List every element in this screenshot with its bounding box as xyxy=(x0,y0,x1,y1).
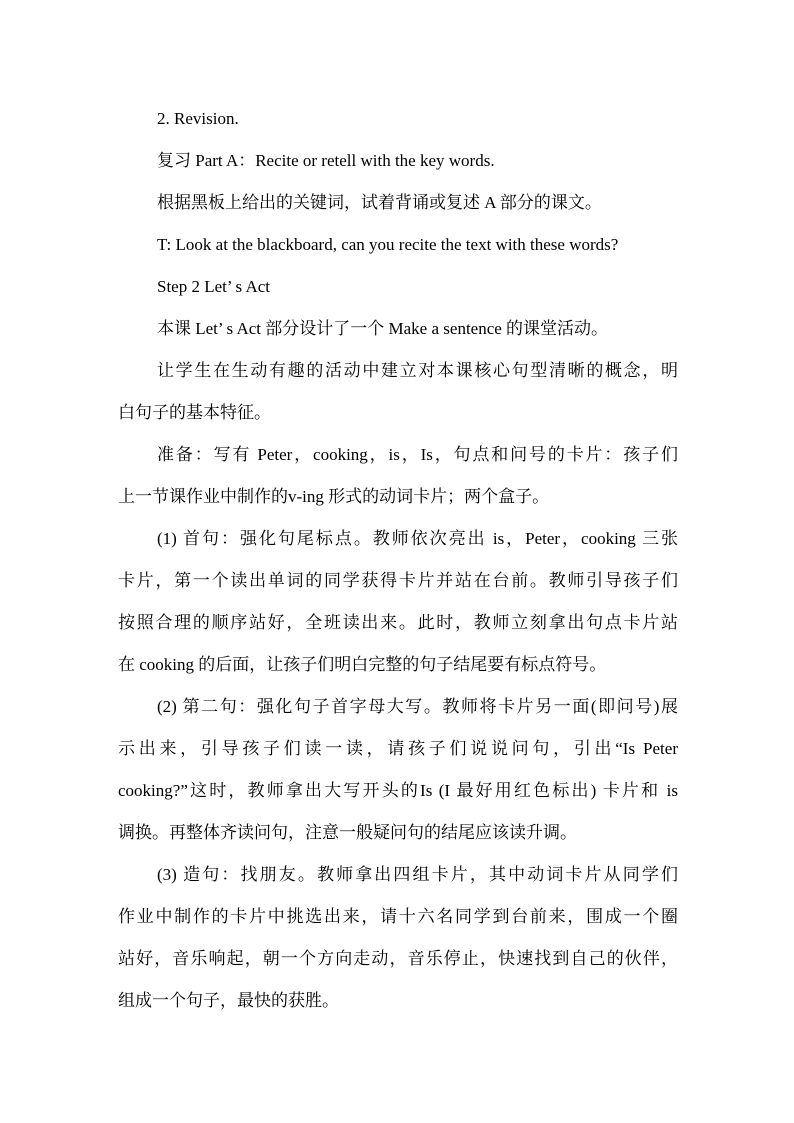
paragraph-line: 准备：写有 Peter，cooking，is，Is，句点和问号的卡片：孩子们 xyxy=(157,445,678,464)
paragraph-line: 作业中制作的卡片中挑选出来，请十六名同学到台前来，围成一个圈 xyxy=(118,907,678,926)
activity-intro: 本课 Let’ s Act 部分设计了一个 Make a sentence 的课堂活动。 xyxy=(157,319,609,338)
paragraph-line: 调换。再整体齐读问句，注意一般疑问句的结尾应该读升调。 xyxy=(118,823,577,842)
paragraph-goal xyxy=(118,350,678,434)
paragraph-line: (1) 首句：强化句尾标点。教师依次亮出 is，Peter，cooking 三张 xyxy=(157,529,678,548)
paragraph-line: 在 cooking 的后面，让孩子们明白完整的句子结尾要有标点符号。 xyxy=(118,655,607,674)
paragraph-line: 上一节课作业中制作的v-ing 形式的动词卡片；两个盒子。 xyxy=(118,487,550,506)
review-instruction: 复习 Part A：Recite or retell with the key words. xyxy=(157,151,495,170)
paragraph-line: cooking?”这时，教师拿出大写开头的Is (I 最好用红色标出) 卡片和 is xyxy=(118,781,678,800)
section-heading-revision: 2. Revision. xyxy=(157,109,239,128)
paragraph-second-sentence xyxy=(118,686,678,854)
paragraph-line: 让学生在生动有趣的活动中建立对本课核心句型清晰的概念，明 xyxy=(157,361,678,380)
paragraph-make-sentence xyxy=(118,854,678,1022)
review-instruction-chinese: 根据黑板上给出的关键词，试着背诵或复述 A 部分的课文。 xyxy=(157,193,602,212)
paragraph-line: 组成一个句子，最快的获胜。 xyxy=(118,991,339,1010)
paragraph-line: (3) 造句：找朋友。教师拿出四组卡片，其中动词卡片从同学们 xyxy=(157,865,678,884)
paragraph-line: 卡片，第一个读出单词的同学获得卡片并站在台前。教师引导孩子们 xyxy=(118,571,678,590)
step-heading: Step 2 Let’ s Act xyxy=(157,277,270,296)
teacher-prompt: T: Look at the blackboard, can you recite the text with these words? xyxy=(157,235,619,254)
paragraph-preparation xyxy=(118,434,678,518)
paragraph-line: 示出来，引导孩子们读一读，请孩子们说说问句，引出“Is Peter xyxy=(118,739,678,758)
paragraph-line: 白句子的基本特征。 xyxy=(118,403,271,422)
paragraph-line: (2) 第二句：强化句子首字母大写。教师将卡片另一面(即问号)展 xyxy=(157,697,678,716)
paragraph-line: 站好，音乐响起，朝一个方向走动，音乐停止，快速找到自己的伙伴， xyxy=(118,949,678,968)
paragraph-first-sentence xyxy=(118,518,678,686)
document-body xyxy=(118,98,678,1022)
paragraph-line: 按照合理的顺序站好，全班读出来。此时，教师立刻拿出句点卡片站 xyxy=(118,613,678,632)
